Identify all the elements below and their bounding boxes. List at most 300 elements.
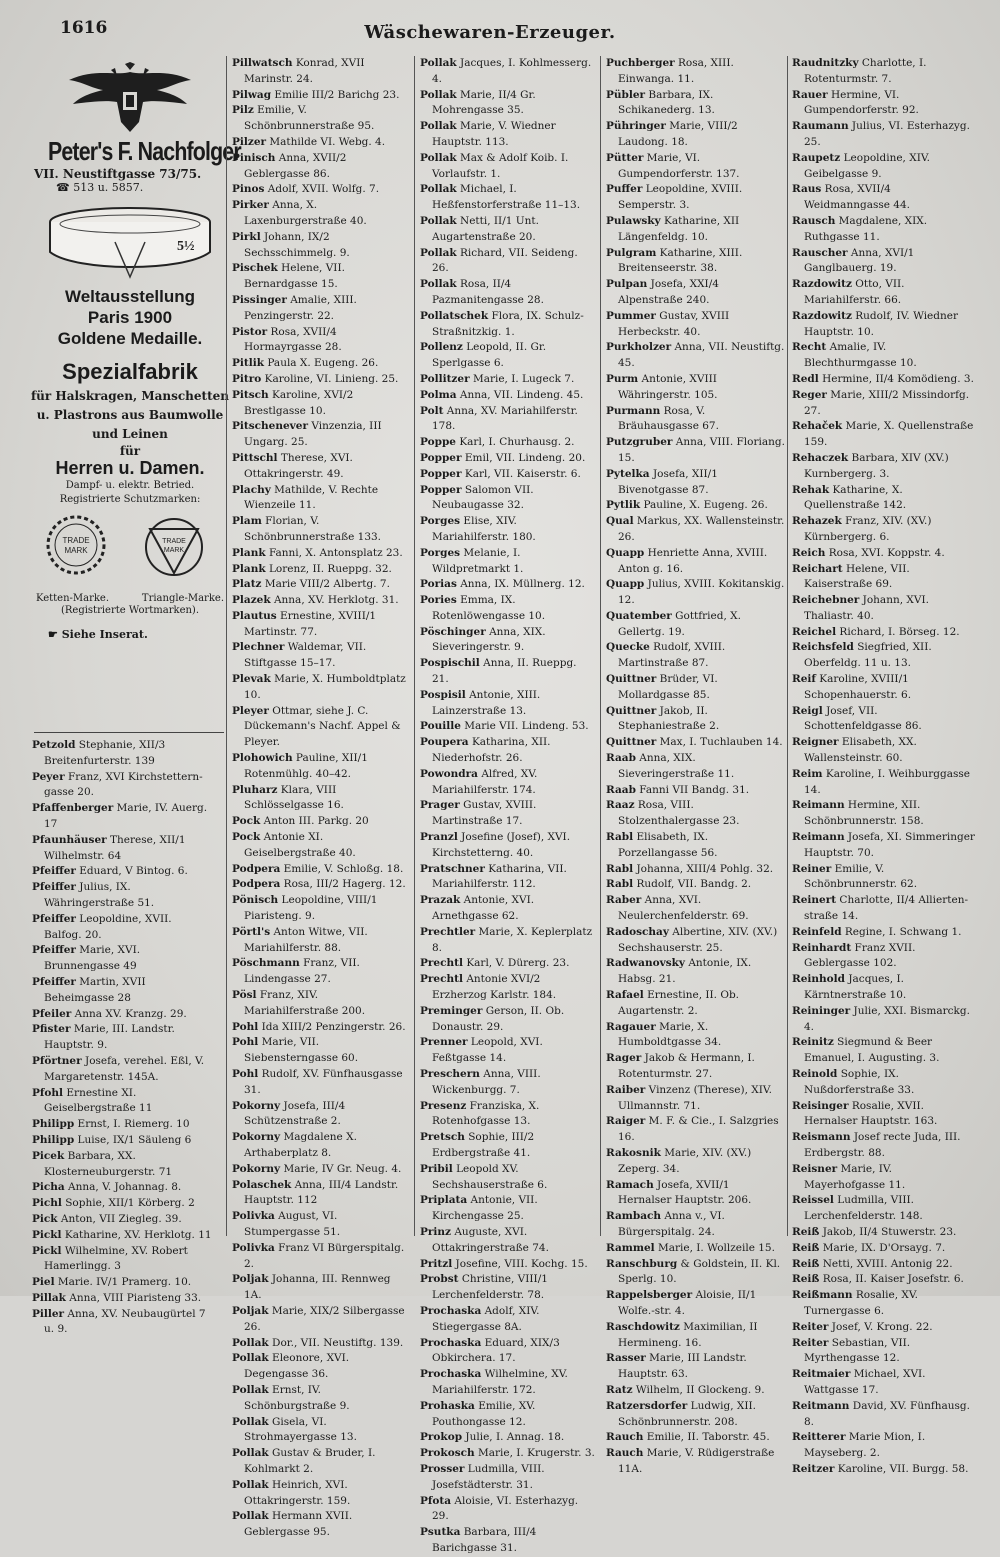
entry-details: Magdalene X. Arthaberplatz 8. bbox=[244, 1131, 357, 1159]
directory-entry bbox=[420, 404, 596, 436]
entry-details: Josef, VII. Schottenfeldgasse 86. bbox=[804, 704, 922, 733]
entry-name: Pilz bbox=[232, 104, 254, 117]
entry-details: Marie, X. Quellenstraße 159. bbox=[804, 420, 974, 449]
directory-entry bbox=[606, 1320, 786, 1352]
entry-details: Leopoldine, XIV. Geibelgasse 9. bbox=[804, 151, 930, 180]
entry-details: Katharina, VII. Mariahilferstr. 112. bbox=[432, 862, 567, 891]
entry-name: Quittner bbox=[606, 673, 657, 686]
entry-details: Jakob, II/4 Stuwerstr. 23. bbox=[819, 1225, 957, 1238]
directory-entry bbox=[792, 1099, 976, 1131]
entry-name: Raiber bbox=[606, 1083, 646, 1096]
entry-name: Plazek bbox=[232, 594, 271, 607]
entry-details: Franziska, X. Rotenhofgasse 13. bbox=[432, 1099, 540, 1128]
entry-name: Rehaček bbox=[792, 420, 843, 433]
directory-entry bbox=[32, 1022, 212, 1054]
entry-details: Emilie, XV. Pouthongasse 12. bbox=[432, 1399, 536, 1428]
entry-details: Markus, XX. Wallensteinstr. 26. bbox=[618, 515, 785, 543]
directory-entry bbox=[792, 483, 976, 515]
entry-details: Marie, II/4 Gr. Mohrengasse 35. bbox=[432, 88, 536, 117]
directory-entry bbox=[606, 956, 786, 988]
directory-entry bbox=[420, 546, 596, 578]
entry-details: Ludmilla, VIII. Lerchenfelderstr. 148. bbox=[804, 1194, 923, 1223]
entry-details: Eduard, XIX/3 Obkirchera. 17. bbox=[432, 1336, 560, 1365]
entry-details: Antonie, IX. Habsg. 21. bbox=[618, 957, 752, 986]
entry-name: Pirkl bbox=[232, 230, 261, 243]
entry-name: Pratschner bbox=[420, 862, 485, 875]
entry-details: Anna, VIII. Wickenburgg. 7. bbox=[432, 1068, 541, 1096]
entry-details: Sophie, IX. Nußdorferstraße 33. bbox=[804, 1068, 915, 1096]
entry-details: Anna, XV. Herklotg. 31. bbox=[270, 594, 399, 607]
collar-illustration-icon bbox=[45, 202, 215, 282]
entry-name: Reichart bbox=[792, 562, 843, 575]
directory-entry bbox=[420, 925, 596, 957]
entry-details: Rosa, XVI. Koppstr. 4. bbox=[825, 546, 945, 559]
directory-entry bbox=[606, 925, 786, 957]
entry-details: Julius, VI. Esterhazyg. 25. bbox=[804, 120, 970, 148]
entry-name: Pitlik bbox=[232, 357, 264, 370]
entry-details: Adolf, XIV. Stiegergasse 8A. bbox=[432, 1304, 540, 1333]
directory-entry bbox=[32, 738, 212, 770]
entry-name: Ratz bbox=[606, 1383, 633, 1396]
entry-details: Rudolf, IV. Wiedner Hauptstr. 10. bbox=[804, 309, 958, 338]
entry-name: Polivka bbox=[232, 1241, 275, 1254]
entry-details: Karl, V. Dürerg. 23. bbox=[462, 957, 570, 970]
entry-details: Franz, VII. Lindengasse 27. bbox=[244, 957, 360, 986]
entry-name: Pütter bbox=[606, 151, 644, 164]
directory-entry bbox=[232, 1383, 408, 1415]
directory-entry bbox=[792, 1272, 976, 1288]
entry-details: Anna, XVI/1 Ganglbauerg. 19. bbox=[804, 246, 915, 275]
entry-name: Prinz bbox=[420, 1225, 452, 1238]
directory-entry bbox=[420, 435, 596, 451]
entry-name: Rabl bbox=[606, 831, 634, 844]
ad-specialty: Spezialfabrik bbox=[62, 359, 198, 384]
entry-details: Antonie XVI/2 Erzherzog Karlstr. 184. bbox=[432, 973, 557, 1002]
entry-details: Ernestine, XVIII/1 Martinstr. 77. bbox=[244, 609, 377, 638]
directory-entry bbox=[420, 798, 596, 830]
entry-name: Radwanovsky bbox=[606, 957, 685, 970]
directory-entry bbox=[606, 514, 786, 546]
entry-details: Fanni VII Bandg. 31. bbox=[635, 783, 750, 796]
directory-entry bbox=[232, 293, 408, 325]
directory-entry bbox=[606, 546, 786, 578]
directory-entry bbox=[792, 735, 976, 767]
entry-name: Reitzer bbox=[792, 1462, 835, 1475]
entry-details: Anna XV. Kranzg. 29. bbox=[71, 1007, 187, 1020]
entry-name: Rabl bbox=[606, 862, 634, 875]
entry-name: Pollak bbox=[232, 1336, 269, 1349]
entry-details: Helene, VII. Bernardgasse 15. bbox=[244, 262, 345, 291]
entry-details: Anna, VIII. Floriang. 15. bbox=[618, 436, 785, 464]
directory-entry bbox=[606, 119, 786, 151]
ad-divider bbox=[34, 732, 224, 733]
entry-details: Antonie, XVI. Arnethgasse 62. bbox=[432, 894, 535, 923]
entry-name: Pfohl bbox=[32, 1086, 64, 1099]
directory-entry bbox=[606, 1399, 786, 1431]
entry-name: Pohl bbox=[232, 1020, 259, 1033]
entry-details: Marie, VII. Siebensterngasse 60. bbox=[244, 1036, 359, 1065]
entry-details: Luise, IX/1 Säuleng 6 bbox=[74, 1133, 192, 1146]
entry-details: Ludmilla, VIII. Josefstädterstr. 31. bbox=[432, 1462, 545, 1491]
entry-details: Marie, XVI. Brunnengasse 49 bbox=[44, 944, 141, 973]
entry-details: Magdalene, XIX. Ruthgasse 11. bbox=[804, 214, 928, 243]
entry-details: Katharine, XV. Herklotg. 11 bbox=[61, 1228, 212, 1241]
directory-entry bbox=[606, 1351, 786, 1383]
entry-name: Reismann bbox=[792, 1131, 851, 1144]
entry-details: Heinrich, XVI. Ottakringerstr. 159. bbox=[244, 1478, 351, 1507]
entry-name: Reichebner bbox=[792, 594, 860, 607]
entry-details: Karoline, VII. Burgg. 58. bbox=[834, 1462, 969, 1475]
entry-name: Pritzl bbox=[420, 1257, 453, 1270]
entry-details: Barbara, IX. Schikanederg. 13. bbox=[618, 88, 715, 117]
directory-entry bbox=[232, 562, 408, 578]
entry-name: Reiter bbox=[792, 1336, 829, 1349]
entry-name: Rammel bbox=[606, 1241, 655, 1254]
directory-entry bbox=[792, 1288, 976, 1320]
entry-details: Rosa, XVII/4 Hormayrgasse 28. bbox=[244, 325, 342, 354]
directory-entry bbox=[606, 1178, 786, 1210]
entry-name: Ratzersdorfer bbox=[606, 1399, 688, 1412]
entry-details: Johanna, XIII/4 Pohlg. 32. bbox=[633, 862, 774, 875]
entry-name: Picha bbox=[32, 1181, 65, 1194]
directory-entry bbox=[792, 119, 976, 151]
directory-entry bbox=[420, 735, 596, 767]
directory-entry bbox=[606, 467, 786, 499]
directory-entry bbox=[420, 246, 596, 278]
directory-entry bbox=[420, 1225, 596, 1257]
directory-entry bbox=[606, 246, 786, 278]
directory-entry bbox=[792, 704, 976, 736]
ad-registered: (Registrierte Wortmarken). bbox=[60, 605, 200, 616]
entry-details: Emilie, V. Schönbrunnerstr. 62. bbox=[804, 862, 918, 891]
entry-name: Pickl bbox=[32, 1244, 62, 1257]
entry-details: Marie, I. Krugerstr. 3. bbox=[474, 1447, 595, 1460]
entry-details: Brüder, VI. Mollardgasse 85. bbox=[618, 673, 718, 701]
entry-details: Anton, VII Ziegleg. 39. bbox=[57, 1212, 182, 1225]
entry-details: Martin, XVII Beheimgasse 28 bbox=[44, 975, 146, 1004]
entry-details: Rosa, II. Kaiser Josefstr. 6. bbox=[819, 1273, 964, 1286]
directory-entry bbox=[792, 1241, 976, 1257]
entry-details: Jakob & Hermann, I. Rotenturmstr. 27. bbox=[618, 1052, 755, 1080]
directory-entry bbox=[32, 1007, 212, 1023]
directory-entry bbox=[606, 1051, 786, 1083]
entry-details: M. F. & Cie., I. Salzgries 16. bbox=[618, 1115, 779, 1144]
ad-for: für bbox=[119, 444, 141, 458]
entry-details: Richard, I. Börseg. 12. bbox=[836, 625, 960, 638]
entry-name: Prazak bbox=[420, 894, 461, 907]
directory-entry bbox=[792, 546, 976, 562]
directory-entry bbox=[32, 1228, 212, 1244]
entry-name: Pitschenever bbox=[232, 420, 308, 433]
running-head: Wäschewaren-Erzeuger. bbox=[364, 22, 616, 43]
directory-entry bbox=[792, 277, 976, 309]
directory-entry bbox=[232, 1478, 408, 1510]
entry-name: Pfaffenberger bbox=[32, 802, 114, 815]
directory-entry bbox=[232, 862, 408, 878]
entry-name: Pollak bbox=[232, 1478, 269, 1491]
entry-name: Pollak bbox=[232, 1447, 269, 1460]
directory-entry bbox=[232, 419, 408, 451]
entry-details: Josefa, XVII/1 Hernalser Hauptstr. 206. bbox=[618, 1178, 752, 1207]
directory-entry bbox=[420, 577, 596, 593]
svg-text:TRADE: TRADE bbox=[162, 538, 186, 545]
entry-details: Karl, I. Churhausg. 2. bbox=[455, 436, 575, 449]
directory-entry bbox=[232, 1209, 408, 1241]
entry-details: Anna, IX. Müllnerg. 12. bbox=[456, 578, 585, 591]
entry-details: Marie, V. Wiedner Hauptstr. 113. bbox=[432, 120, 556, 148]
entry-name: Pollak bbox=[420, 183, 457, 196]
directory-entry bbox=[232, 1162, 408, 1178]
directory-entry bbox=[420, 1130, 596, 1162]
entry-details: Michael, XVI. Wattgasse 17. bbox=[804, 1368, 926, 1396]
entry-details: Elise, XIV. Mariahilferstr. 180. bbox=[432, 515, 536, 543]
entry-details: Marie, VI. Gumpendorferstr. 137. bbox=[618, 151, 740, 180]
entry-details: Anna, VII. Lindeng. 45. bbox=[456, 388, 584, 401]
entry-details: Marie, IV. Auerg. 17 bbox=[44, 802, 208, 830]
entry-name: Plank bbox=[232, 562, 266, 575]
directory-entry bbox=[232, 609, 408, 641]
entry-name: Rauch bbox=[606, 1431, 644, 1444]
entry-name: Pokorny bbox=[232, 1099, 281, 1112]
entry-name: Preminger bbox=[420, 1004, 483, 1017]
entry-details: Barbara, XIV (XV.) Kurnbergerg. 3. bbox=[804, 451, 949, 480]
directory-entry bbox=[32, 880, 212, 912]
directory-entry bbox=[32, 975, 212, 1007]
directory-entry bbox=[606, 151, 786, 183]
directory-entry bbox=[420, 388, 596, 404]
entry-details: Rosalie, XV. Turnergasse 6. bbox=[804, 1289, 918, 1317]
directory-entry bbox=[420, 340, 596, 372]
entry-details: Katharine, XII Längenfeldg. 10. bbox=[618, 214, 740, 243]
entry-name: Reim bbox=[792, 767, 823, 780]
entry-name: Reiß bbox=[792, 1241, 820, 1254]
entry-name: Rambach bbox=[606, 1210, 662, 1223]
entry-details: Anna, XVI. Neulerchenfelderstr. 69. bbox=[618, 894, 749, 923]
entry-details: Marie, I. Lugeck 7. bbox=[469, 372, 575, 385]
directory-entry bbox=[420, 1035, 596, 1067]
entry-name: Pulawsky bbox=[606, 214, 661, 227]
entry-details: Ludwig, XII. Schönbrunnerstr. 208. bbox=[618, 1399, 756, 1428]
directory-entry bbox=[232, 56, 408, 88]
entry-details: Franz, XVI Kirchstetterngasse 20. bbox=[44, 770, 203, 799]
entry-details: Mathilde, V. Rechte Wienzeile 11. bbox=[244, 483, 379, 512]
entry-name: Pfeiffer bbox=[32, 881, 76, 894]
directory-entry bbox=[420, 372, 596, 388]
directory-entry bbox=[232, 1099, 408, 1131]
ad-exhibition-city: Paris 1900 bbox=[87, 308, 173, 327]
entry-name: Pilwag bbox=[232, 88, 272, 101]
entry-name: Radoschay bbox=[606, 925, 669, 938]
entry-details: Sophie, III/2 Erdbergstraße 41. bbox=[432, 1131, 535, 1159]
directory-entry bbox=[420, 625, 596, 657]
entry-name: Purm bbox=[606, 372, 639, 385]
entry-details: Anna, XIX. Sieveringerstraße 11. bbox=[618, 752, 735, 780]
entry-details: Emilie, V. Schloßg. 18. bbox=[280, 862, 404, 875]
directory-entry bbox=[232, 877, 408, 893]
entry-name: Pollatschek bbox=[420, 309, 489, 322]
directory-entry bbox=[420, 309, 596, 341]
entry-details: Maximilian, II Hermineng. 16. bbox=[618, 1320, 758, 1349]
directory-entry bbox=[420, 830, 596, 862]
entry-name: Pospisil bbox=[420, 688, 466, 701]
directory-entry bbox=[232, 261, 408, 293]
directory-entry bbox=[420, 1336, 596, 1368]
directory-entry bbox=[420, 1257, 596, 1273]
entry-details: Marie, I. Wollzeile 15. bbox=[654, 1241, 775, 1254]
entry-name: Pohl bbox=[232, 1068, 259, 1080]
entry-details: Therese, XVI. Ottakringerstr. 49. bbox=[244, 451, 353, 480]
entry-name: Quittner bbox=[606, 736, 657, 749]
entry-details: Julius, IX. Währingerstraße 51. bbox=[44, 881, 155, 909]
directory-entry bbox=[606, 1209, 786, 1241]
directory-entry bbox=[32, 1196, 212, 1212]
directory-entry bbox=[32, 1149, 212, 1181]
entry-name: Poljak bbox=[232, 1273, 269, 1286]
directory-entry bbox=[232, 783, 408, 815]
entry-details: Karoline, XVI/2 Brestlgasse 10. bbox=[244, 388, 354, 417]
entry-details: Emilie, V. Schönbrunnerstraße 95. bbox=[244, 104, 375, 133]
entry-details: Ernestine XI. Geiselbergstraße 11 bbox=[44, 1086, 153, 1115]
directory-entry bbox=[232, 830, 408, 862]
directory-entry bbox=[420, 593, 596, 625]
entry-details: Julie, XXI. Bismarckg. 4. bbox=[804, 1004, 970, 1033]
svg-text:MARK: MARK bbox=[163, 547, 185, 554]
entry-name: Reitterer bbox=[792, 1431, 846, 1444]
entry-name: Popper bbox=[420, 467, 462, 480]
entry-details: Leopoldine, XVIII. Semperstr. 3. bbox=[618, 183, 743, 212]
entry-details: Antonie, VII. Kirchengasse 25. bbox=[432, 1194, 538, 1223]
entry-details: Hermine, VI. Gumpendorferstr. 92. bbox=[804, 88, 919, 117]
directory-entry bbox=[232, 388, 408, 420]
entry-details: Marie, XIII/2 Missindorfg. 27. bbox=[804, 388, 970, 417]
entry-details: Elisabeth, IX. Porzellangasse 56. bbox=[618, 831, 718, 859]
entry-details: Rosa, V. Bräuhausgasse 67. bbox=[618, 404, 719, 433]
directory-entry bbox=[606, 735, 786, 751]
directory-entry bbox=[606, 893, 786, 925]
entry-details: Mathilde VI. Webg. 4. bbox=[266, 135, 386, 148]
entry-name: Pytlik bbox=[606, 499, 641, 512]
directory-entry bbox=[792, 1193, 976, 1225]
directory-entry bbox=[420, 1399, 596, 1431]
entry-name: Probst bbox=[420, 1273, 459, 1286]
entry-name: Raab bbox=[606, 783, 636, 796]
entry-name: Prechtler bbox=[420, 925, 476, 938]
entry-details: Leopold, XVI. Feßtgasse 14. bbox=[432, 1036, 543, 1065]
entry-details: Johann, IX/2 Sechsschimmelg. 9. bbox=[244, 230, 350, 259]
entry-name: Rabl bbox=[606, 878, 634, 891]
directory-entry bbox=[232, 672, 408, 704]
entry-name: Peyer bbox=[32, 770, 65, 783]
entry-details: Flora, IX. Schulz-Straßnitzkig. 1. bbox=[432, 309, 584, 338]
entry-details: Max, I. Tuchlauben 14. bbox=[656, 736, 783, 749]
entry-name: Pospischil bbox=[420, 657, 480, 670]
directory-entry bbox=[606, 1288, 786, 1320]
ad-exhibition: Weltausstellung bbox=[64, 287, 196, 306]
directory-entry bbox=[792, 1462, 976, 1478]
entry-name: Pokorny bbox=[232, 1162, 281, 1175]
directory-entry bbox=[232, 1336, 408, 1352]
ad-phone: ☎ 513 u. 5857. bbox=[56, 181, 144, 194]
entry-details: Marie, X. Humboldtplatz 10. bbox=[244, 673, 406, 701]
directory-entry bbox=[420, 483, 596, 515]
directory-entry bbox=[606, 498, 786, 514]
entry-name: Pübler bbox=[606, 88, 646, 101]
directory-entry bbox=[32, 1307, 212, 1339]
entry-name: Reimann bbox=[792, 799, 845, 812]
entry-name: Reißmann bbox=[792, 1289, 853, 1302]
entry-details: Marie VII. Lindeng. 53. bbox=[460, 720, 589, 733]
entry-details: Charlotte, II/4 Alliertenstraße 14. bbox=[804, 894, 969, 923]
directory-entry bbox=[420, 1462, 596, 1494]
entry-name: Pories bbox=[420, 594, 457, 607]
entry-name: Reiter bbox=[792, 1320, 829, 1333]
entry-details: Anna, II. Rueppg. 21. bbox=[432, 657, 577, 686]
entry-name: Reinhold bbox=[792, 973, 845, 986]
entry-details: Anna, X. Laxenburgerstraße 40. bbox=[244, 199, 367, 227]
directory-entry bbox=[32, 864, 212, 880]
entry-details: Amalie, IV. Blechthurmgasse 10. bbox=[804, 341, 917, 370]
entry-details: Aloisie, VI. Esterhazyg. 29. bbox=[432, 1494, 579, 1523]
entry-name: Pinisch bbox=[232, 151, 276, 164]
entry-details: Josef, V. Krong. 22. bbox=[828, 1320, 933, 1333]
entry-details: Franz, XIV. Mariahilferstraße 200. bbox=[244, 989, 366, 1017]
ad-medal: Goldene Medaille. bbox=[57, 329, 203, 348]
entry-name: Puchberger bbox=[606, 57, 675, 69]
entry-details: Anna v., VI. Bürgerspitalg. 24. bbox=[618, 1210, 725, 1238]
entry-details: Anna, XV. Mariahilferstr. 178. bbox=[432, 404, 578, 433]
directory-entry bbox=[420, 56, 596, 88]
entry-name: Pissinger bbox=[232, 293, 287, 306]
entry-details: Marie, VIII/2 Laudong. 18. bbox=[618, 120, 738, 148]
entry-details: Ernst, IV. Schönburgstraße 9. bbox=[244, 1383, 350, 1412]
entry-details: Elisabeth, XX. Wallensteinstr. 60. bbox=[804, 736, 917, 765]
directory-entry bbox=[606, 1114, 786, 1146]
entry-name: Priplata bbox=[420, 1194, 468, 1207]
ad-operation: Dampf- u. elektr. Betried. bbox=[65, 480, 195, 491]
entry-details: Klara, VIII Schlösselgasse 16. bbox=[244, 783, 344, 812]
directory-entry bbox=[606, 1257, 786, 1289]
entry-name: Reger bbox=[792, 388, 827, 401]
entry-name: Ragauer bbox=[606, 1020, 656, 1033]
directory-entry bbox=[792, 56, 976, 88]
entry-details: Anna, III/4 Landstr. Hauptstr. 112 bbox=[244, 1178, 399, 1207]
entry-name: Plam bbox=[232, 515, 262, 528]
entry-name: Raber bbox=[606, 894, 642, 907]
directory-entry bbox=[792, 88, 976, 120]
directory-entry bbox=[792, 1336, 976, 1368]
entry-details: Gottfried, X. Gellertg. 19. bbox=[618, 609, 741, 638]
entry-details: Marie, III Landstr. Hauptstr. 63. bbox=[618, 1352, 747, 1381]
entry-details: Sophie, XII/1 Körberg. 2 bbox=[61, 1197, 195, 1210]
directory-entry bbox=[232, 451, 408, 483]
directory-entry bbox=[606, 1146, 786, 1178]
directory-entry bbox=[792, 309, 976, 341]
directory-entry bbox=[606, 1020, 786, 1052]
directory-entry bbox=[420, 182, 596, 214]
entry-details: Katharina, XII. Niederhofstr. 26. bbox=[432, 736, 551, 765]
entry-name: Razdowitz bbox=[792, 278, 852, 291]
entry-name: Pöschinger bbox=[420, 625, 486, 638]
directory-entry bbox=[32, 1133, 212, 1149]
directory-entry bbox=[606, 277, 786, 309]
ad-trademarks-label: Registrierte Schutzmarken: bbox=[59, 494, 201, 505]
entry-details: & Goldstein, II. Kl. Sperlg. 10. bbox=[618, 1257, 781, 1286]
entry-details: Emil, VII. Lindeng. 20. bbox=[461, 451, 586, 464]
directory-entry bbox=[420, 151, 596, 183]
entry-name: Quatember bbox=[606, 609, 672, 622]
entry-details: Helene, VII. Kaiserstraße 69. bbox=[804, 562, 910, 591]
directory-entry bbox=[32, 1180, 212, 1196]
